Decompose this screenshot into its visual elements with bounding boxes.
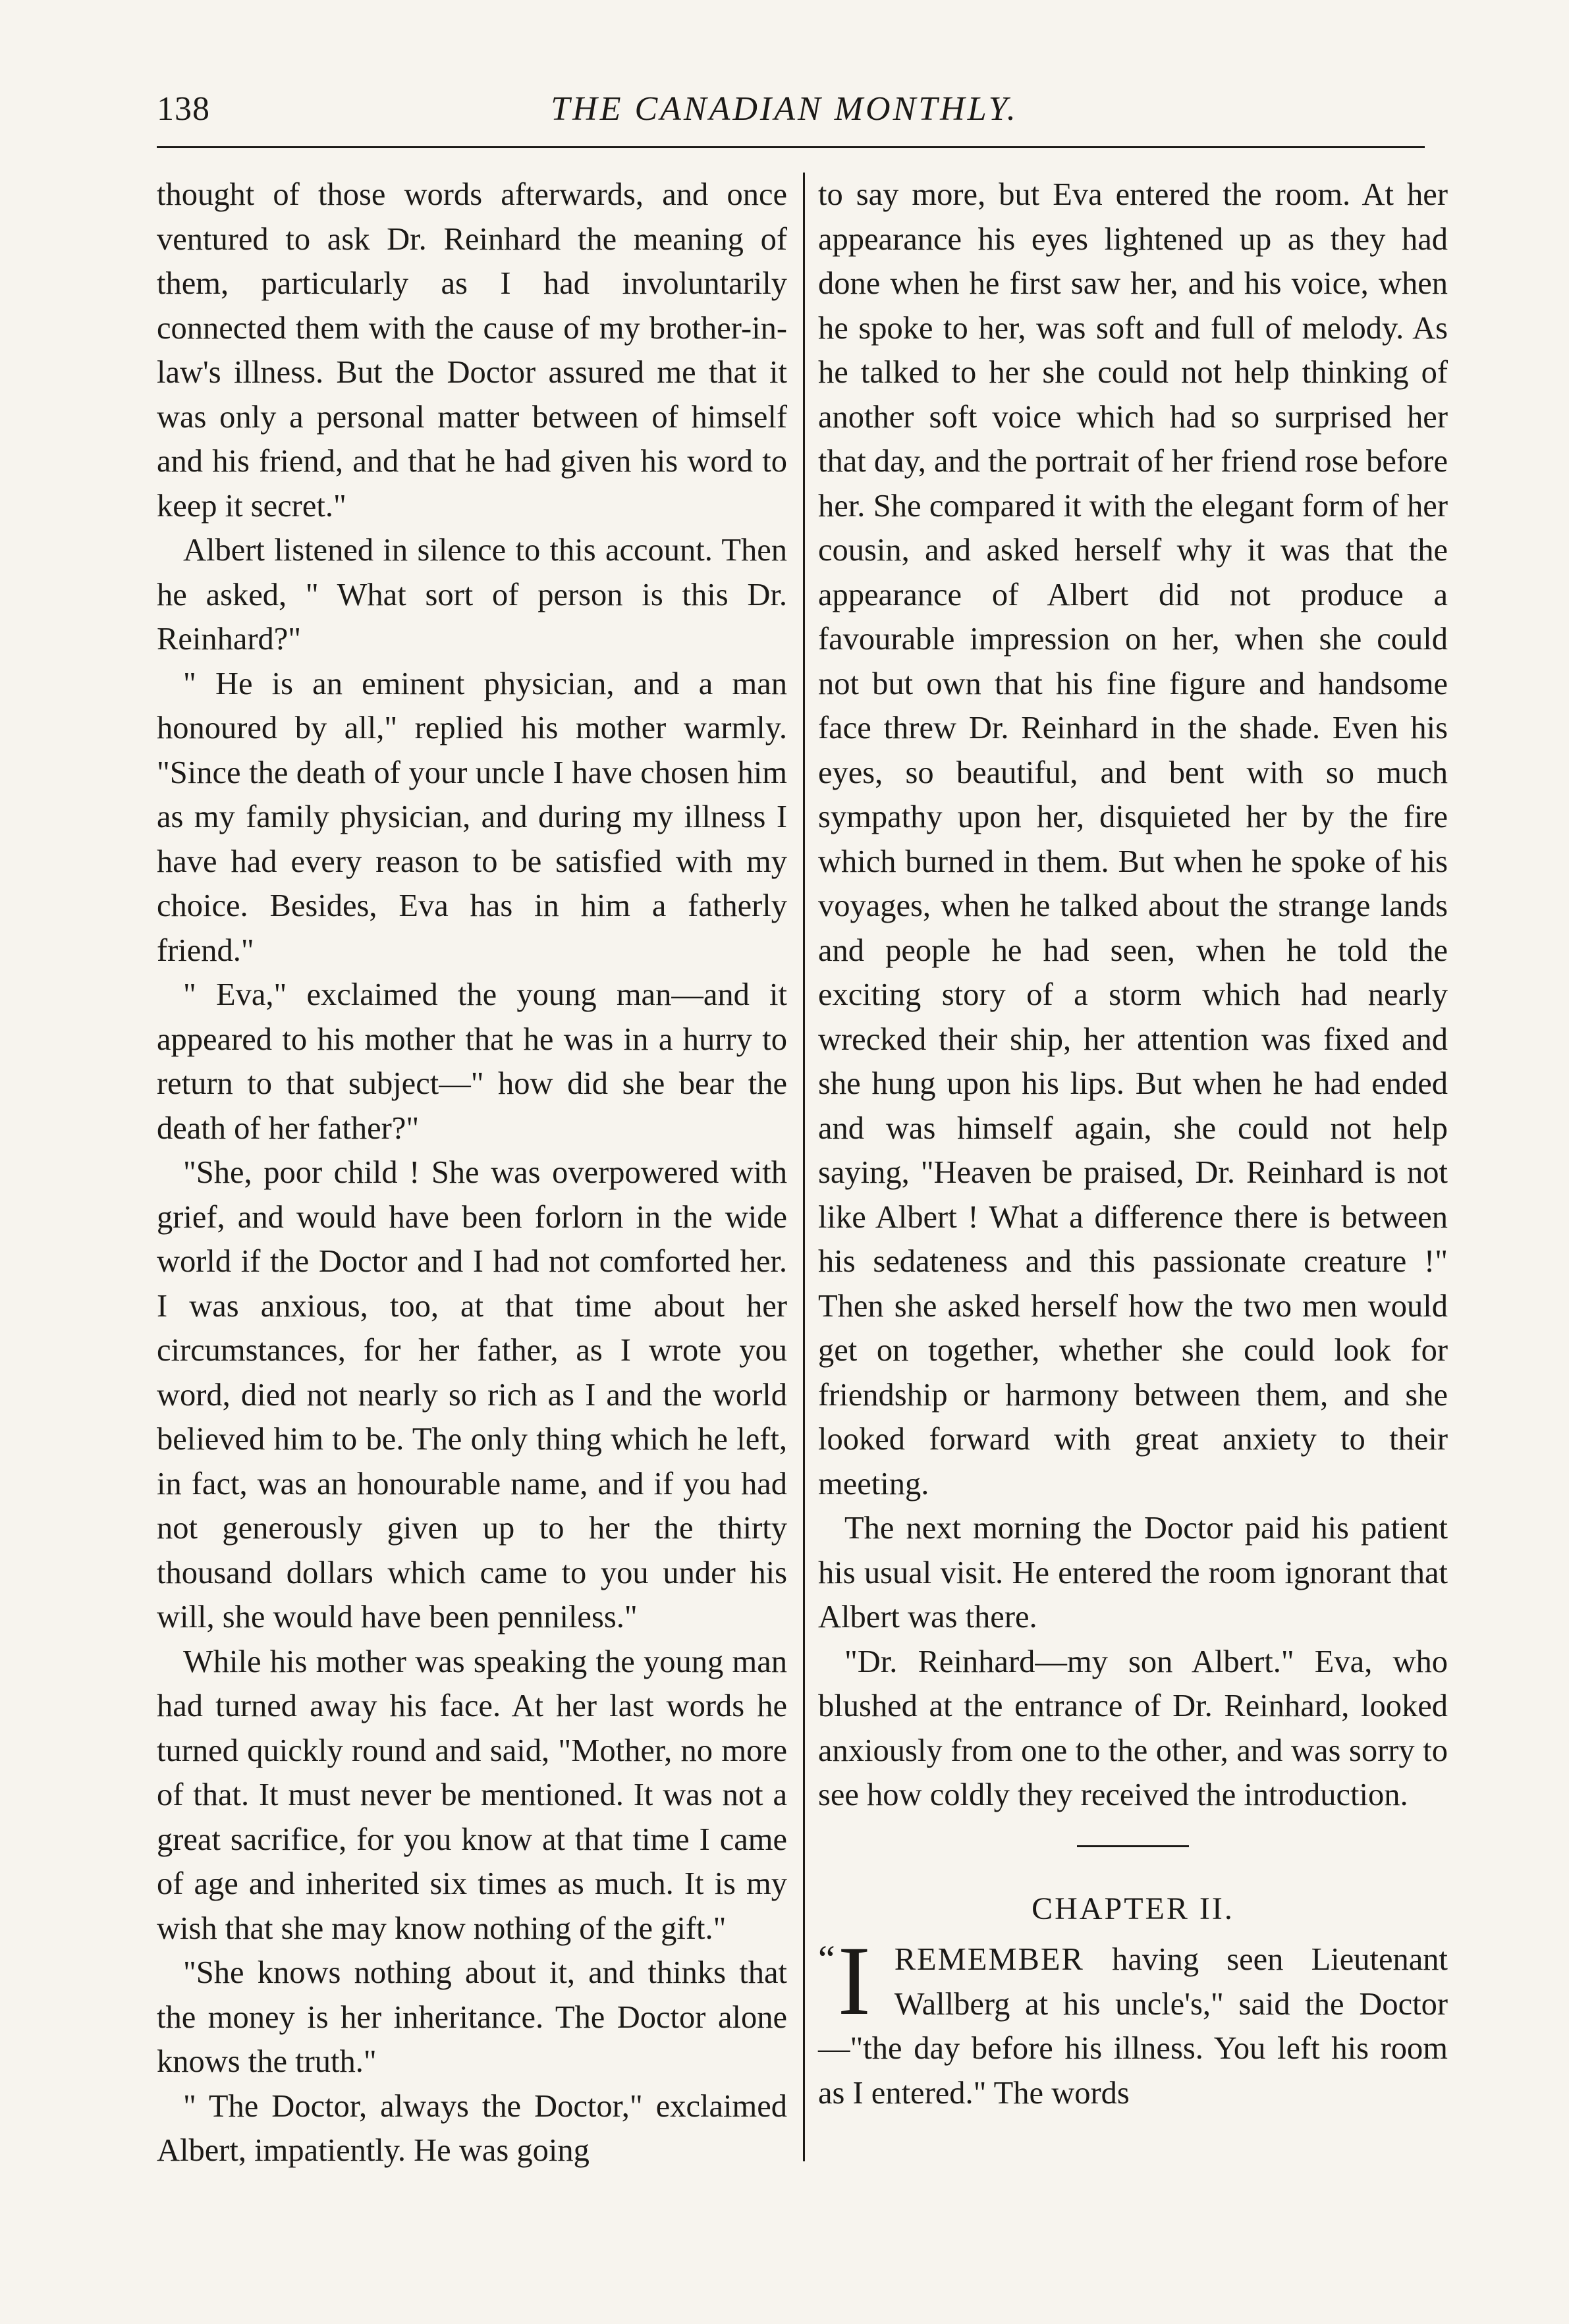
opening-quote-mark: “ — [818, 1937, 835, 1980]
opening-text: having seen Lieutenant Wallberg at his uncle's," said the Doctor—"the day before his illness. You left his room as I entered." The words — [818, 1942, 1448, 2111]
chapter-opening — [818, 1926, 1448, 2115]
paragraph: " He is an eminent physician, and a man honoured by all," replied his mother warmly. "Since the death of your uncle I have chosen him as my family physician, and during my illness I have had every reason to be satisfied with my choice. Besides, Eva has in him a fatherly friend." — [157, 666, 787, 968]
paragraph: While his mother was speaking the young man had turned away his face. At her last words he turned quickly round and said, "Mother, no more of that. It must never be mentioned. It was not a great sacrifice, for you know at that time I came of age and inherited six times as much. It is my wish that she may know nothing of the gift." — [157, 1644, 787, 1946]
paragraph: " The Doctor, always the Doctor," exclaimed Albert, impatiently. He was going — [157, 2088, 787, 2168]
left-column — [157, 173, 787, 2173]
section-divider — [1077, 1845, 1189, 1847]
column-divider — [803, 173, 805, 2161]
header-rule — [157, 146, 1425, 148]
chapter-heading: CHAPTER II. — [1032, 1891, 1234, 1926]
paragraph: "She, poor child ! She was overpowered with grief, and would have been forlorn in the wide world if the Doctor and I had not comforted her. I was anxious, too, at that time about her circumstances, for her father, as I wrote you word, died not nearly so rich as I and the world believed him to be. The only thing which he left, in fact, was an honourable name, and if you had not generously given up to her the thirty thousand dollars which came to you under his will, she would have been penniless." — [157, 1155, 787, 1635]
paragraph: The next morning the Doctor paid his patient his usual visit. He entered the room ignorant that Albert was there. — [818, 1511, 1448, 1635]
page-number: 138 — [157, 90, 210, 128]
paragraph: "She knows nothing about it, and thinks that the money is her inheritance. The Doctor alone knows the truth." — [157, 1955, 787, 2079]
opening-smallcaps: REMEMBER — [894, 1942, 1084, 1977]
paragraph: "Dr. Reinhard—my son Albert." Eva, who blushed at the entrance of Dr. Reinhard, looked anxiously from one to the other, and was sorry to see how coldly they received the introduction. — [818, 1644, 1448, 1812]
paragraph: Albert listened in silence to this account. Then he asked, " What sort of person is this Dr. Reinhard?" — [157, 533, 787, 657]
drop-cap-block — [818, 1926, 871, 2036]
paragraph: " Eva," exclaimed the young man—and it appeared to his mother that he was in a hurry to return to that subject—" how did she bear the death of her father?" — [157, 977, 787, 1146]
paragraph: to say more, but Eva entered the room. At her appearance his eyes lightened up as they had done when he first saw her, and his voice, when he spoke to her, was soft and full of melody. As he talked to her she could not help thinking of another soft voice which had so surprised her that day, and the portrait of her friend rose before her. She compared it with the elegant form of her cousin, and asked herself why it was that the appearance of Albert did not produce a favourable impression on her, when she could not but own that his fine figure and handsome face threw Dr. Reinhard in the shade. Even his eyes, so beautiful, and bent with so much sympathy upon her, disquieted her by the fire which burned in them. But when he spoke of his voyages, when he talked about the strange lands and people he had seen, when he told the exciting story of a storm which had nearly wrecked their ship, her attention was fixed and she hung upon his lips. But when he had ended and was himself again, she could not help saying, "Heaven be praised, Dr. Reinhard is not like Albert ! What a difference there is between his sedateness and this passionate creature !" Then she asked herself how the two men would get on together, whether she could look for friendship or harmony between them, and she looked forward with great anxiety to their meeting. — [818, 177, 1448, 1501]
running-title: THE CANADIAN MONTHLY. — [551, 90, 1018, 128]
paragraph: thought of those words afterwards, and once ventured to ask Dr. Reinhard the meaning of them, particularly as I had involuntarily connected them with the cause of my brother-in-law's illness. But the Doctor assured me that it was only a personal matter between of himself and his friend, and that he had given his word to keep it secret." — [157, 177, 787, 524]
right-column — [818, 173, 1448, 2115]
drop-cap: I — [837, 1926, 871, 2036]
